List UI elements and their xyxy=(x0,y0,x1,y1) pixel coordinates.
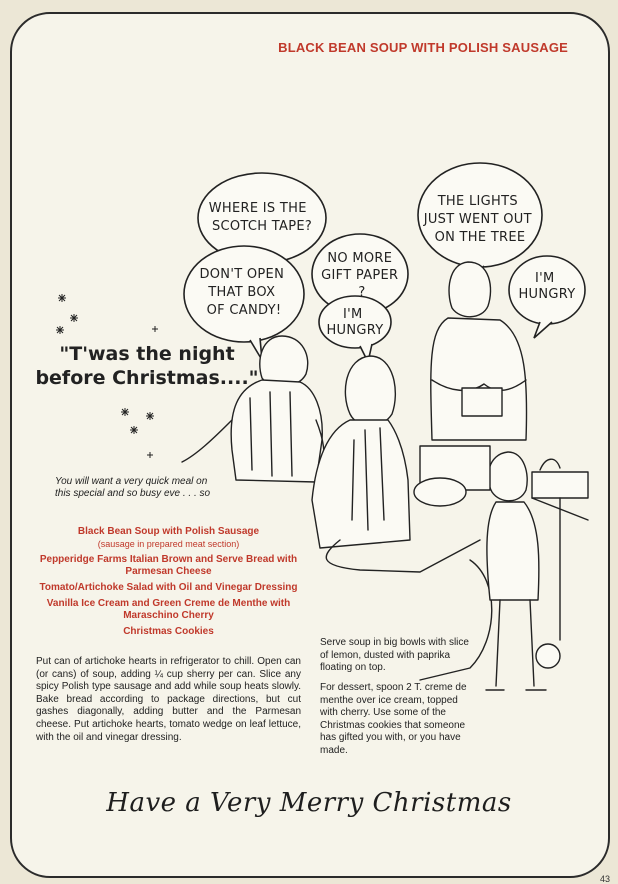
menu-item-title: Pepperidge Farms Italian Brown and Serve Bread with Parmesan Cheese xyxy=(39,554,298,577)
bubble-text-lights xyxy=(423,194,537,245)
page-number: 43 xyxy=(599,874,610,884)
menu-item xyxy=(36,526,301,550)
menu-item-title: Christmas Cookies xyxy=(123,626,214,637)
bubble-line: ON THE TREE xyxy=(434,230,526,245)
stars-left xyxy=(56,294,158,334)
menu-list xyxy=(36,526,301,642)
footer-greeting: Have a Very Merry Christmas xyxy=(106,788,512,818)
menu-item-note: (sausage in prepared meat section) xyxy=(97,539,240,549)
headline-line-1: "T'was the night xyxy=(59,343,235,365)
menu-item xyxy=(36,582,301,594)
bubble-line: DON'T OPEN xyxy=(199,267,285,282)
bubble-line: I'M xyxy=(535,271,555,286)
instructions-main: Put can of artichoke hearts in refrigerator to chill. Open can (or cans) of soup, adding ¼ cup sherry per can. Slice any spicy Polish type sausage and add while soup heats slowly. Bake bread according to package directions, but cut gashes diagonally, adding butter and the Parmesan cheese. Put artichoke hearts, tomato wedge on leaf lettuce, with the oil and vinegar dressing. xyxy=(36,656,301,743)
menu-item-title: Tomato/Artichoke Salad with Oil and Vinegar Dressing xyxy=(39,582,298,593)
bubble-line: JUST WENT OUT xyxy=(423,212,532,227)
bubble-line: HUNGRY xyxy=(326,323,384,338)
bubble-line: NO MORE xyxy=(327,251,393,266)
bubble-line: SCOTCH TAPE? xyxy=(211,219,313,234)
menu-item xyxy=(36,598,301,622)
recipe-title: BLACK BEAN SOUP WITH POLISH SAUSAGE xyxy=(278,40,568,55)
bubble-line: WHERE IS THE xyxy=(208,201,307,216)
headline-line-2: before Christmas...." xyxy=(35,367,259,389)
bubble-text-candy xyxy=(199,267,288,318)
menu-item xyxy=(36,554,301,578)
bubble-line: I'M xyxy=(343,307,363,322)
bubble-hungry-mom xyxy=(319,296,391,348)
bubble-line: THE LIGHTS xyxy=(437,194,518,209)
instructions-serve: Serve soup in big bowls with slice of lemon, dusted with paprika floating on top. xyxy=(320,637,469,674)
bubble-line: GIFT PAPER xyxy=(321,268,399,283)
bubble-line: OF CANDY! xyxy=(206,303,282,318)
bubble-line: HUNGRY xyxy=(518,287,576,302)
menu-item xyxy=(36,626,301,638)
stars-right xyxy=(121,408,154,458)
bubble-line: THAT BOX xyxy=(208,285,276,300)
instructions-dessert: For dessert, spoon 2 T. creme de menthe over ice cream, topped with cherry. Use some of the Christmas cookies that someone has gifted you with, or you have made. xyxy=(320,682,467,756)
menu-item-title: Black Bean Soup with Polish Sausage xyxy=(77,526,260,537)
bubble-line: ? xyxy=(358,285,366,300)
intro-text: You will want a very quick meal on this special and so busy eve . . . so xyxy=(55,476,211,499)
menu-item-title: Vanilla Ice Cream and Green Creme de Menthe with Maraschino Cherry xyxy=(46,598,291,621)
headline xyxy=(32,342,262,390)
